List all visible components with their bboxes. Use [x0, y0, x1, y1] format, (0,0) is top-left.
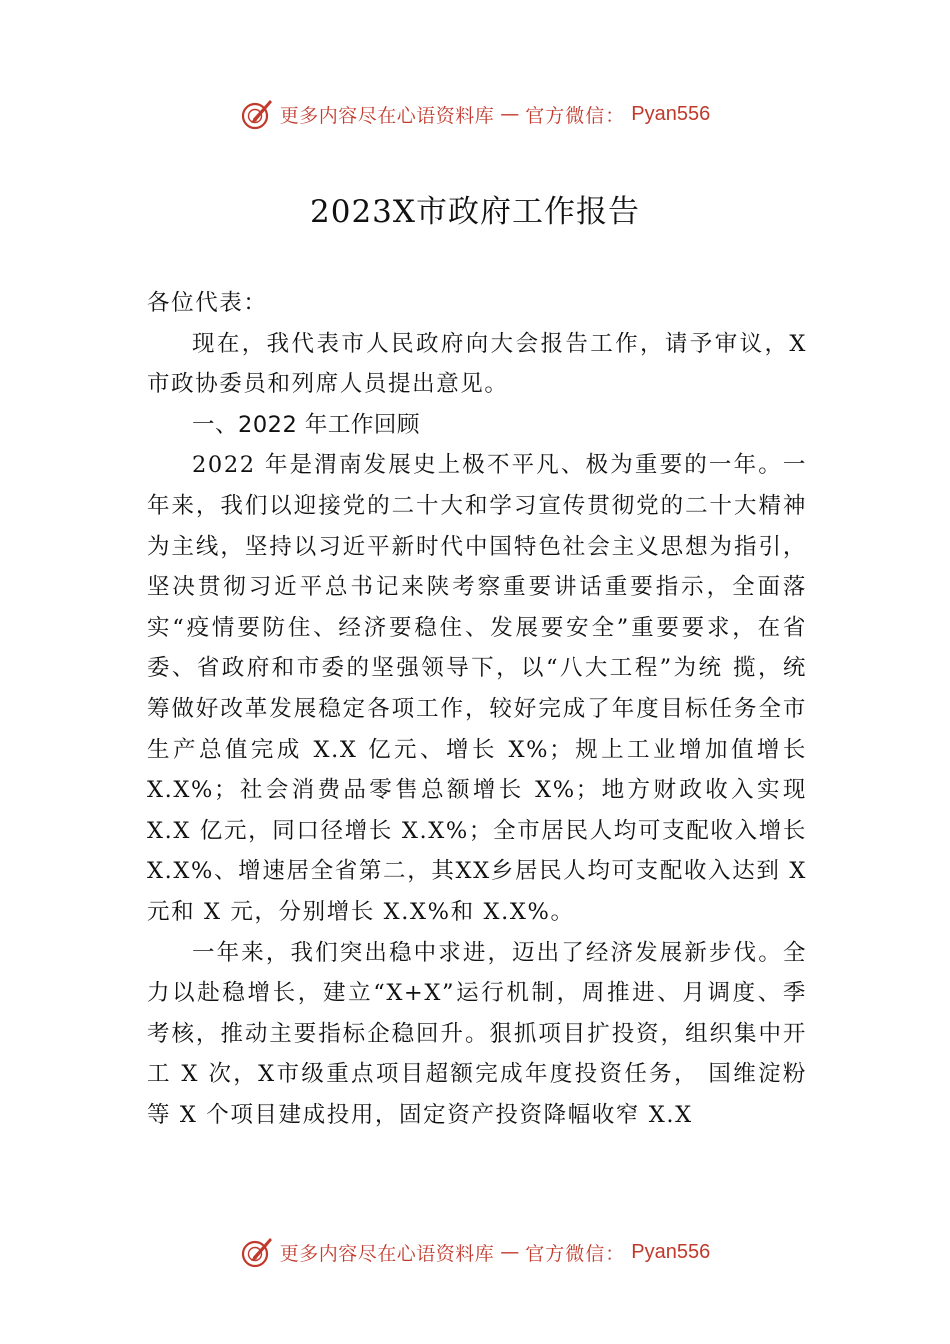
- watermark-text: 更多内容尽在心语资料库: [279, 1242, 495, 1265]
- watermark-text: 更多内容尽在心语资料库: [279, 104, 495, 127]
- paragraph-review: 2022 年是渭南发展史上极不平凡、极为重要的一年。一年来，我们以迎接党的二十大和学习宣传贯彻党的二十大精神为主线，坚持以习近平新时代中国特色社会主义思想为指引，坚决贯彻习近平总书记来陕考察重要讲话重要指示，全面落实“疫情要防住、经济要稳住、发展要安全”重要要求，在省委、省政府和市委的坚强领导下，以“八大工程”为统 揽，统筹做好改革发展稳定各项工作，较好完成了年度目标任务全市生产总值完成 X.X 亿元、增长 X%；规上工业增加值增长 X.X%；社会消费品零售总额增长 X%；地方财政收入实现 X.X 亿元，同口径增长 X.X%；全市居民人均可支配收入增长 X.X%、增速居全省第二，其XX乡居民人均可支配收入达到 X 元和 X 元，分别增长 X.X%和 X.X%。: [147, 452, 807, 925]
- watermark-dash: —: [500, 103, 520, 125]
- watermark-wechat-id: Pyan556: [631, 102, 711, 125]
- watermark-dash: —: [500, 1241, 520, 1263]
- paragraph-economy: 一年来，我们突出稳中求进，迈出了经济发展新步伐。全力以赴稳增长，建立“X+X”运行机制，周推进、月调度、季考核，推动主要指标企稳回升。狠抓项目扩投资，组织集中开工 X 次，X市级重点项目超额完成年度投资任务， 国维淀粉等 X 个项目建成投用，固定资产投资降幅收窄 X.X: [147, 939, 807, 1128]
- watermark-wechat-id: Pyan556: [631, 1240, 711, 1263]
- watermark-wechat-label: 官方微信：: [525, 104, 626, 127]
- quill-seal-icon: [240, 97, 274, 131]
- footer-watermark: [0, 1232, 950, 1272]
- document-title: 2023X市政府工作报告: [310, 194, 640, 230]
- quill-seal-icon: [240, 1235, 274, 1269]
- section-heading: 一、2022 年工作回顾: [192, 411, 420, 438]
- intro-paragraph: 现在，我代表市人民政府向大会报告工作，请予审议，X市政协委员和列席人员提出意见。: [147, 330, 807, 398]
- header-watermark: [0, 94, 950, 134]
- document-body: [147, 283, 807, 1135]
- watermark-wechat-label: 官方微信：: [525, 1242, 626, 1265]
- salutation: 各位代表：: [147, 290, 268, 316]
